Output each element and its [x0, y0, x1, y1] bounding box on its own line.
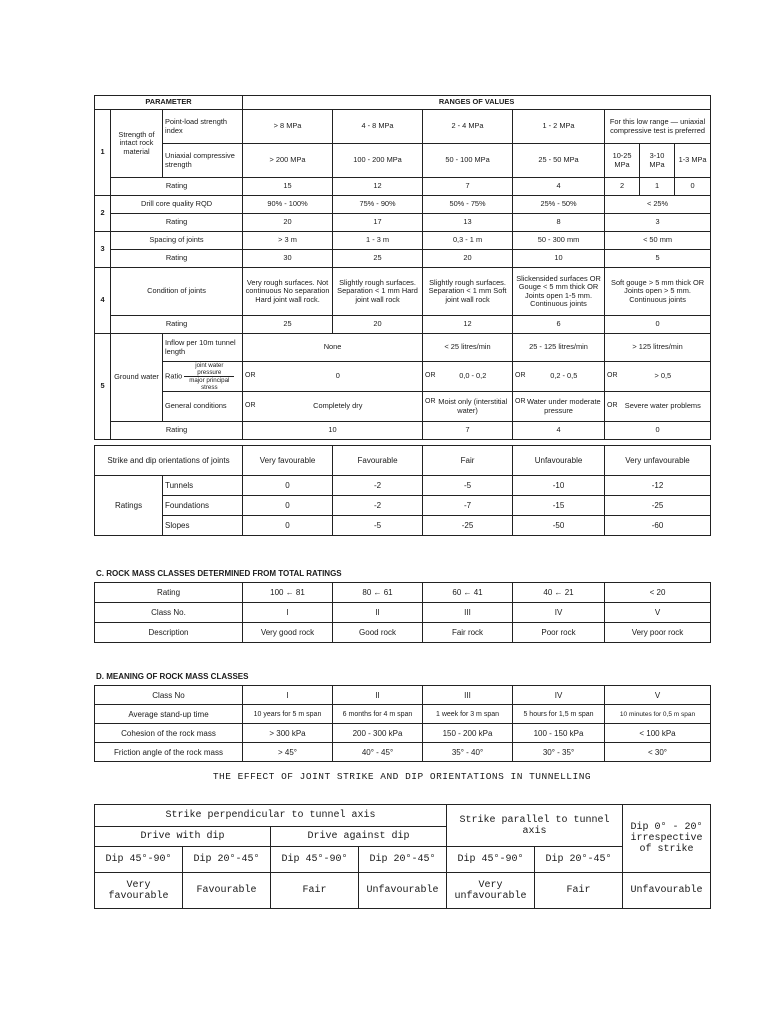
row-label: Description: [95, 623, 243, 643]
value-cell: Unfavourable: [623, 873, 711, 909]
value-cell: 50 - 100 MPa: [423, 144, 513, 178]
general-value: Severe water problems: [624, 401, 701, 411]
or-label: OR: [425, 398, 436, 406]
value-cell: 1 - 3 m: [333, 232, 423, 250]
dip-header: Dip 45°-90°: [271, 847, 359, 873]
value-cell: Very favourable: [95, 873, 183, 909]
rating-cell: 0: [605, 422, 711, 440]
value-cell: I: [243, 686, 333, 705]
ratio-value: > 0,5: [654, 371, 672, 381]
ratio-fraction: [184, 362, 234, 391]
rating-label: Rating: [111, 316, 243, 334]
or-label: OR: [245, 402, 256, 410]
or-label: OR: [607, 402, 618, 410]
value-cell: [423, 392, 513, 422]
value-cell: [243, 392, 423, 422]
value-cell: Favourable: [183, 873, 271, 909]
general-value: Completely dry: [313, 401, 363, 411]
dip-low-header: Dip 0° - 20° irrespective of strike: [623, 805, 711, 873]
value-cell: Slickensided surfaces OR Gouge < 5 mm thick OR Joints open 1-5 mm. Continuous joints: [513, 268, 605, 316]
value-cell: 1-3 MPa: [675, 144, 711, 178]
or-label: OR: [607, 372, 618, 380]
value-cell: 35° - 40°: [423, 743, 513, 762]
param-name: Condition of joints: [111, 268, 243, 316]
value-cell: -7: [423, 496, 513, 516]
or-label: OR: [425, 372, 436, 380]
tunnelling-effect-title: THE EFFECT OF JOINT STRIKE AND DIP ORIENTATIONS IN TUNNELLING: [212, 771, 592, 782]
rating-label: Rating: [111, 178, 243, 196]
value-cell: -60: [605, 516, 711, 536]
orientation-header: Favourable: [333, 446, 423, 476]
value-cell: [513, 362, 605, 392]
rating-cell: 20: [243, 214, 333, 232]
row-number: 2: [95, 196, 111, 232]
section-c-title: C. ROCK MASS CLASSES DETERMINED FROM TOTAL RATINGS: [96, 569, 342, 578]
value-cell: < 30°: [605, 743, 711, 762]
value-cell: Fair: [271, 873, 359, 909]
value-cell: -12: [605, 476, 711, 496]
classification-parameters-table: [94, 95, 711, 440]
rating-cell: 20: [333, 316, 423, 334]
value-cell: -25: [423, 516, 513, 536]
value-cell: > 200 MPa: [243, 144, 333, 178]
value-cell: < 20: [605, 583, 711, 603]
note-cell: For this low range — uniaxial compressive test is preferred: [605, 110, 711, 144]
orientation-title: Strike and dip orientations of joints: [95, 446, 243, 476]
value-cell: 10 minutes for 0,5 m span: [605, 705, 711, 724]
sub-param: General conditions: [163, 392, 243, 422]
value-cell: 100 - 150 kPa: [513, 724, 605, 743]
rating-cell: 2: [605, 178, 640, 196]
value-cell: 100 ← 81: [243, 583, 333, 603]
value-cell: 30° - 35°: [513, 743, 605, 762]
param-name: Ground water: [111, 334, 163, 422]
ratings-label: Ratings: [95, 476, 163, 536]
value-cell: -25: [605, 496, 711, 516]
value-cell: -5: [423, 476, 513, 496]
or-label: OR: [515, 372, 526, 380]
value-cell: I: [243, 603, 333, 623]
sub-param: [163, 362, 243, 392]
rating-cell: 0: [605, 316, 711, 334]
rating-cell: 10: [513, 250, 605, 268]
value-cell: 25 - 125 litres/min: [513, 334, 605, 362]
ratio-value: 0,0 - 0,2: [459, 371, 487, 381]
value-cell: Very unfavourable: [447, 873, 535, 909]
value-cell: -5: [333, 516, 423, 536]
param-name: Drill core quality RQD: [111, 196, 243, 214]
rating-label: Rating: [111, 422, 243, 440]
dip-header: Dip 20°-45°: [183, 847, 271, 873]
rating-label: Rating: [111, 250, 243, 268]
row-label: Class No.: [95, 603, 243, 623]
value-cell: < 100 kPa: [605, 724, 711, 743]
rating-cell: 25: [333, 250, 423, 268]
rating-cell: 4: [513, 178, 605, 196]
value-cell: > 3 m: [243, 232, 333, 250]
rating-cell: 20: [423, 250, 513, 268]
dip-header: Dip 45°-90°: [447, 847, 535, 873]
value-cell: V: [605, 603, 711, 623]
value-cell: 80 ← 61: [333, 583, 423, 603]
value-cell: 10 years for 5 m span: [243, 705, 333, 724]
row-label: Class No: [95, 686, 243, 705]
orientation-header: Fair: [423, 446, 513, 476]
value-cell: 60 ← 41: [423, 583, 513, 603]
meaning-of-classes-table: [94, 685, 711, 762]
row-number: 1: [95, 110, 111, 196]
param-name: Strength of intact rock material: [111, 110, 163, 178]
ratio-numerator: joint water pressure: [184, 362, 234, 377]
value-cell: IV: [513, 603, 605, 623]
perpendicular-header: Strike perpendicular to tunnel axis: [95, 805, 447, 827]
rating-cell: 3: [605, 214, 711, 232]
value-cell: 0,3 - 1 m: [423, 232, 513, 250]
value-cell: II: [333, 603, 423, 623]
rating-cell: 0: [675, 178, 711, 196]
value-cell: 100 - 200 MPa: [333, 144, 423, 178]
value-cell: [605, 362, 711, 392]
param-name: Spacing of joints: [111, 232, 243, 250]
value-cell: II: [333, 686, 423, 705]
value-cell: Very good rock: [243, 623, 333, 643]
or-label: OR: [245, 372, 256, 380]
value-cell: 2 - 4 MPa: [423, 110, 513, 144]
value-cell: < 50 mm: [605, 232, 711, 250]
value-cell: 40° - 45°: [333, 743, 423, 762]
value-cell: 6 months for 4 m span: [333, 705, 423, 724]
value-cell: 40 ← 21: [513, 583, 605, 603]
parameter-header: PARAMETER: [95, 96, 243, 110]
rating-cell: 6: [513, 316, 605, 334]
value-cell: 25% - 50%: [513, 196, 605, 214]
value-cell: 0: [243, 476, 333, 496]
value-cell: -10: [513, 476, 605, 496]
rating-cell: 7: [423, 178, 513, 196]
value-cell: 0: [243, 496, 333, 516]
general-value: Water under moderate pressure: [526, 397, 601, 415]
rating-cell: 12: [333, 178, 423, 196]
value-cell: Unfavourable: [359, 873, 447, 909]
dip-header: Dip 45°-90°: [95, 847, 183, 873]
value-cell: III: [423, 686, 513, 705]
value-cell: -2: [333, 476, 423, 496]
value-cell: 200 - 300 kPa: [333, 724, 423, 743]
rating-cell: 17: [333, 214, 423, 232]
rating-cell: 7: [423, 422, 513, 440]
drive-against-dip-header: Drive against dip: [271, 827, 447, 847]
rating-cell: 4: [513, 422, 605, 440]
parallel-header: Strike parallel to tunnel axis: [447, 805, 623, 847]
rating-cell: 8: [513, 214, 605, 232]
rating-cell: 30: [243, 250, 333, 268]
orientation-header: Very unfavourable: [605, 446, 711, 476]
value-cell: -15: [513, 496, 605, 516]
value-cell: > 45°: [243, 743, 333, 762]
rmr-sheet: [94, 95, 710, 909]
value-cell: Fair rock: [423, 623, 513, 643]
rating-label: Rating: [111, 214, 243, 232]
value-cell: > 300 kPa: [243, 724, 333, 743]
value-cell: None: [243, 334, 423, 362]
row-label: Average stand-up time: [95, 705, 243, 724]
value-cell: V: [605, 686, 711, 705]
value-cell: Good rock: [333, 623, 423, 643]
joint-orientation-table: [94, 445, 711, 536]
ratio-denominator: major principal stress: [189, 377, 230, 391]
dip-header: Dip 20°-45°: [359, 847, 447, 873]
row-label: Rating: [95, 583, 243, 603]
row-number: 3: [95, 232, 111, 268]
rating-cell: 1: [640, 178, 675, 196]
value-cell: III: [423, 603, 513, 623]
ranges-header: RANGES OF VALUES: [243, 96, 711, 110]
tunnelling-effect-table: [94, 804, 711, 909]
dip-header: Dip 20°-45°: [535, 847, 623, 873]
section-d-title: D. MEANING OF ROCK MASS CLASSES: [96, 672, 249, 681]
value-cell: IV: [513, 686, 605, 705]
value-cell: [423, 362, 513, 392]
value-cell: -50: [513, 516, 605, 536]
general-value: Moist only (interstitial water): [438, 397, 508, 415]
ratio-label: Ratio: [165, 371, 183, 381]
row-label: Foundations: [163, 496, 243, 516]
value-cell: [605, 392, 711, 422]
value-cell: 50% - 75%: [423, 196, 513, 214]
value-cell: 10-25 MPa: [605, 144, 640, 178]
value-cell: 4 - 8 MPa: [333, 110, 423, 144]
value-cell: 25 - 50 MPa: [513, 144, 605, 178]
value-cell: Slightly rough surfaces. Separation < 1 mm Hard joint wall rock: [333, 268, 423, 316]
orientation-header: Unfavourable: [513, 446, 605, 476]
row-number: 5: [95, 334, 111, 440]
value-cell: > 125 litres/min: [605, 334, 711, 362]
value-cell: Fair: [535, 873, 623, 909]
drive-with-dip-header: Drive with dip: [95, 827, 271, 847]
value-cell: < 25%: [605, 196, 711, 214]
row-label: Friction angle of the rock mass: [95, 743, 243, 762]
value-cell: 50 - 300 mm: [513, 232, 605, 250]
value-cell: 150 - 200 kPa: [423, 724, 513, 743]
or-label: OR: [515, 398, 526, 406]
value-cell: 90% - 100%: [243, 196, 333, 214]
sub-param: Point-load strength index: [163, 110, 243, 144]
row-label: Slopes: [163, 516, 243, 536]
value-cell: > 8 MPa: [243, 110, 333, 144]
value-cell: Soft gouge > 5 mm thick OR Joints open > 5 mm. Continuous joints: [605, 268, 711, 316]
value-cell: Very poor rock: [605, 623, 711, 643]
value-cell: [243, 362, 423, 392]
sub-param: Inflow per 10m tunnel length: [163, 334, 243, 362]
sub-param: Uniaxial compressive strength: [163, 144, 243, 178]
value-cell: Very rough surfaces. Not continuous No separation Hard joint wall rock.: [243, 268, 333, 316]
value-cell: -2: [333, 496, 423, 516]
value-cell: 1 week for 3 m span: [423, 705, 513, 724]
value-cell: 75% - 90%: [333, 196, 423, 214]
value-cell: 1 - 2 MPa: [513, 110, 605, 144]
ratio-value: 0: [335, 371, 340, 381]
value-cell: < 25 litres/min: [423, 334, 513, 362]
rock-mass-classes-table: [94, 582, 711, 643]
orientation-header: Very favourable: [243, 446, 333, 476]
value-cell: Slightly rough surfaces. Separation < 1 mm Soft joint wall rock: [423, 268, 513, 316]
value-cell: [513, 392, 605, 422]
value-cell: 5 hours for 1,5 m span: [513, 705, 605, 724]
rating-cell: 12: [423, 316, 513, 334]
rating-cell: 13: [423, 214, 513, 232]
value-cell: Poor rock: [513, 623, 605, 643]
rating-cell: 15: [243, 178, 333, 196]
value-cell: 3-10 MPa: [640, 144, 675, 178]
ratio-value: 0,2 - 0,5: [550, 371, 578, 381]
rating-cell: 10: [243, 422, 423, 440]
rating-cell: 5: [605, 250, 711, 268]
rating-cell: 25: [243, 316, 333, 334]
row-number: 4: [95, 268, 111, 334]
row-label: Tunnels: [163, 476, 243, 496]
row-label: Cohesion of the rock mass: [95, 724, 243, 743]
value-cell: 0: [243, 516, 333, 536]
